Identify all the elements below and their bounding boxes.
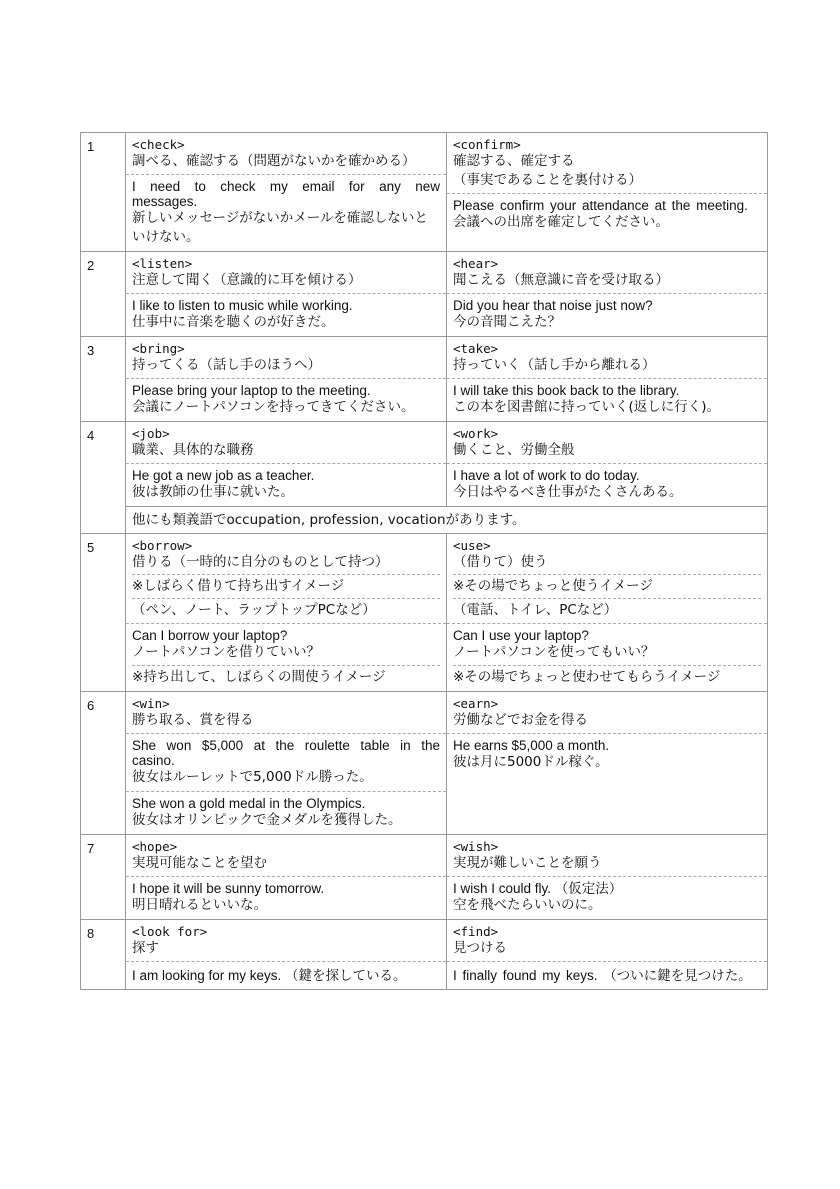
example: [126, 624, 446, 691]
headword: <borrow>: [132, 538, 193, 553]
headword: <job>: [132, 426, 170, 441]
example-japanese: 今日はやるべき仕事がたくさんある。: [453, 484, 683, 500]
example: [126, 464, 446, 506]
example-english: She won $5,000 at the roulette table in the casino.: [132, 738, 440, 768]
headword: <take>: [453, 341, 499, 356]
headword: <bring>: [132, 341, 185, 356]
headword: <find>: [453, 924, 499, 939]
entry-header: [126, 835, 446, 877]
example-english: I have a lot of work to do today.: [453, 468, 640, 483]
example-english: I will take this book back to the library.: [453, 383, 680, 398]
left-cell: [126, 534, 447, 692]
definition: 労働などでお金を得る: [453, 712, 588, 728]
headword: <look for>: [132, 924, 208, 939]
example: [126, 175, 446, 251]
entry-header: [447, 920, 767, 962]
right-cell: [447, 920, 768, 990]
example: [126, 791, 446, 834]
entry-header: [447, 692, 767, 734]
definition: 実現可能なことを望む: [132, 855, 267, 871]
headword: <work>: [453, 426, 499, 441]
definition-detail: （事実であることを裏付ける）: [453, 172, 642, 188]
left-cell: [126, 920, 447, 990]
example-english: He earns $5,000 a month.: [453, 738, 610, 753]
synonym-note: 他にも類義語でoccupation, profession, vocationがあります。: [126, 507, 768, 534]
left-cell: [126, 133, 447, 252]
example: [126, 294, 446, 336]
usage-examples: （ペン、ノート、ラップトップPCなど）: [132, 598, 440, 620]
definition: 調べる、確認する（問題がないかを確かめる）: [132, 153, 416, 169]
right-cell: [447, 692, 768, 835]
left-cell: [126, 422, 447, 507]
table-row: [81, 534, 768, 692]
row-number: 1: [81, 133, 126, 252]
table-row: [81, 133, 768, 252]
example-japanese: 彼は月に5000ドル稼ぐ。: [453, 754, 609, 770]
example: [447, 294, 767, 336]
entry-header: [126, 534, 446, 624]
table-row: [81, 920, 768, 990]
usage-examples: （電話、トイレ、PCなど）: [453, 598, 761, 620]
entry-header: [447, 835, 767, 877]
row-number: 8: [81, 920, 126, 990]
left-cell: [126, 692, 447, 835]
example-english: I hope it will be sunny tomorrow.: [132, 881, 325, 896]
entry-header: [126, 920, 446, 962]
example-english: I finally found my keys. （ついに鍵を見つけた。: [453, 968, 752, 983]
example-japanese: 明日晴れるといいな。: [132, 897, 267, 913]
entry-header: [447, 534, 767, 624]
example-japanese: 彼女はオリンピックで金メダルを獲得した。: [132, 812, 402, 828]
example: [126, 962, 446, 989]
row-number: 3: [81, 337, 126, 422]
example-japanese: 空を飛べたらいいのに。: [453, 897, 602, 913]
headword: <confirm>: [453, 137, 521, 152]
definition: 実現が難しいことを願う: [453, 855, 602, 871]
table-row: [81, 252, 768, 337]
example-english: She won a gold medal in the Olympics.: [132, 796, 366, 811]
example-japanese: この本を図書館に持っていく(返しに行く)。: [453, 399, 721, 415]
row-number: 7: [81, 835, 126, 920]
headword: <win>: [132, 696, 170, 711]
definition: 職業、具体的な職務: [132, 442, 254, 458]
example: [447, 194, 767, 236]
definition: 持っていく（話し手から離れる）: [453, 357, 656, 373]
table-row: [81, 337, 768, 422]
example-note: ※持ち出して、しばらくの間使うイメージ: [132, 665, 440, 687]
left-cell: [126, 252, 447, 337]
entry-header: [126, 337, 446, 379]
example-japanese: ノートパソコンを借りていい？: [132, 644, 321, 660]
entry-header: [447, 133, 767, 194]
usage-note: ※その場でちょっと使うイメージ: [453, 574, 761, 596]
headword: <use>: [453, 538, 491, 553]
definition: 注意して聞く（意識的に耳を傾ける）: [132, 272, 362, 288]
definition: 聞こえる（無意識に音を受け取る）: [453, 272, 669, 288]
row-number: 6: [81, 692, 126, 835]
example-english: I am looking for my keys. （鍵を探している。: [132, 968, 407, 983]
entry-header: [126, 692, 446, 734]
entry-header: [447, 422, 767, 464]
example: [447, 464, 767, 506]
vocabulary-sheet: [80, 132, 760, 990]
definition: 勝ち取る、賞を得る: [132, 712, 254, 728]
example-japanese: 会議への出席を確定してください。: [453, 214, 669, 230]
headword: <earn>: [453, 696, 499, 711]
example: [447, 734, 767, 776]
row-number: 2: [81, 252, 126, 337]
headword: <wish>: [453, 839, 499, 854]
entry-header: [126, 252, 446, 294]
example: [126, 734, 446, 791]
definition: 借りる（一時的に自分のものとして持つ）: [132, 554, 389, 570]
left-cell: [126, 337, 447, 422]
entry-header: [447, 252, 767, 294]
example-japanese: 彼は教師の仕事に就いた。: [132, 484, 294, 500]
example-note: ※その場でちょっと使わせてもらうイメージ: [453, 665, 761, 687]
example-english: I like to listen to music while working.: [132, 298, 353, 313]
example: [126, 379, 446, 421]
example: [447, 379, 767, 421]
headword: <listen>: [132, 256, 193, 271]
example-english: I need to check my email for any new messages.: [132, 179, 440, 209]
example-japanese: 彼女はルーレットで5,000ドル勝った。: [132, 769, 373, 785]
headword: <check>: [132, 137, 185, 152]
example-japanese: ノートパソコンを使ってもいい？: [453, 644, 655, 660]
example: [126, 877, 446, 919]
example-english: He got a new job as a teacher.: [132, 468, 315, 483]
entry-header: [447, 337, 767, 379]
entry-header: [126, 133, 446, 175]
example-english: I wish I could fly. （仮定法）: [453, 881, 623, 896]
left-cell: [126, 835, 447, 920]
table-row: [81, 835, 768, 920]
headword: <hear>: [453, 256, 499, 271]
entry-header: [126, 422, 446, 464]
row-number: 5: [81, 534, 126, 692]
example-english: Please bring your laptop to the meeting.: [132, 383, 371, 398]
right-cell: [447, 422, 768, 507]
example-english: Can I borrow your laptop?: [132, 628, 288, 643]
headword: <hope>: [132, 839, 178, 854]
definition: 確認する、確定する: [453, 153, 575, 169]
example-english: Did you hear that noise just now?: [453, 298, 653, 313]
definition: 持ってくる（話し手のほうへ）: [132, 357, 321, 373]
right-cell: [447, 252, 768, 337]
definition: 見つける: [453, 940, 507, 956]
example-japanese: 今の音聞こえた？: [453, 314, 561, 330]
definition: （借りて）使う: [453, 554, 548, 570]
example-japanese: 会議にノートパソコンを持ってきてください。: [132, 399, 415, 415]
right-cell: [447, 337, 768, 422]
definition: 働くこと、労働全般: [453, 442, 575, 458]
example: [447, 624, 767, 691]
example: [447, 877, 767, 919]
example-english: Please confirm your attendance at the meeting.: [453, 198, 748, 213]
vocabulary-table: [80, 132, 768, 990]
right-cell: [447, 133, 768, 252]
right-cell: [447, 534, 768, 692]
definition: 探す: [132, 940, 159, 956]
row-number: 4: [81, 422, 126, 534]
right-cell: [447, 835, 768, 920]
table-row: [81, 692, 768, 835]
table-row-extra: [81, 507, 768, 534]
example-japanese: 新しいメッセージがないかメールを確認しないといけない。: [132, 210, 428, 245]
example: [447, 962, 767, 989]
table-row: [81, 422, 768, 507]
usage-note: ※しばらく借りて持ち出すイメージ: [132, 574, 440, 596]
example-japanese: 仕事中に音楽を聴くのが好きだ。: [132, 314, 335, 330]
example-english: Can I use your laptop?: [453, 628, 589, 643]
